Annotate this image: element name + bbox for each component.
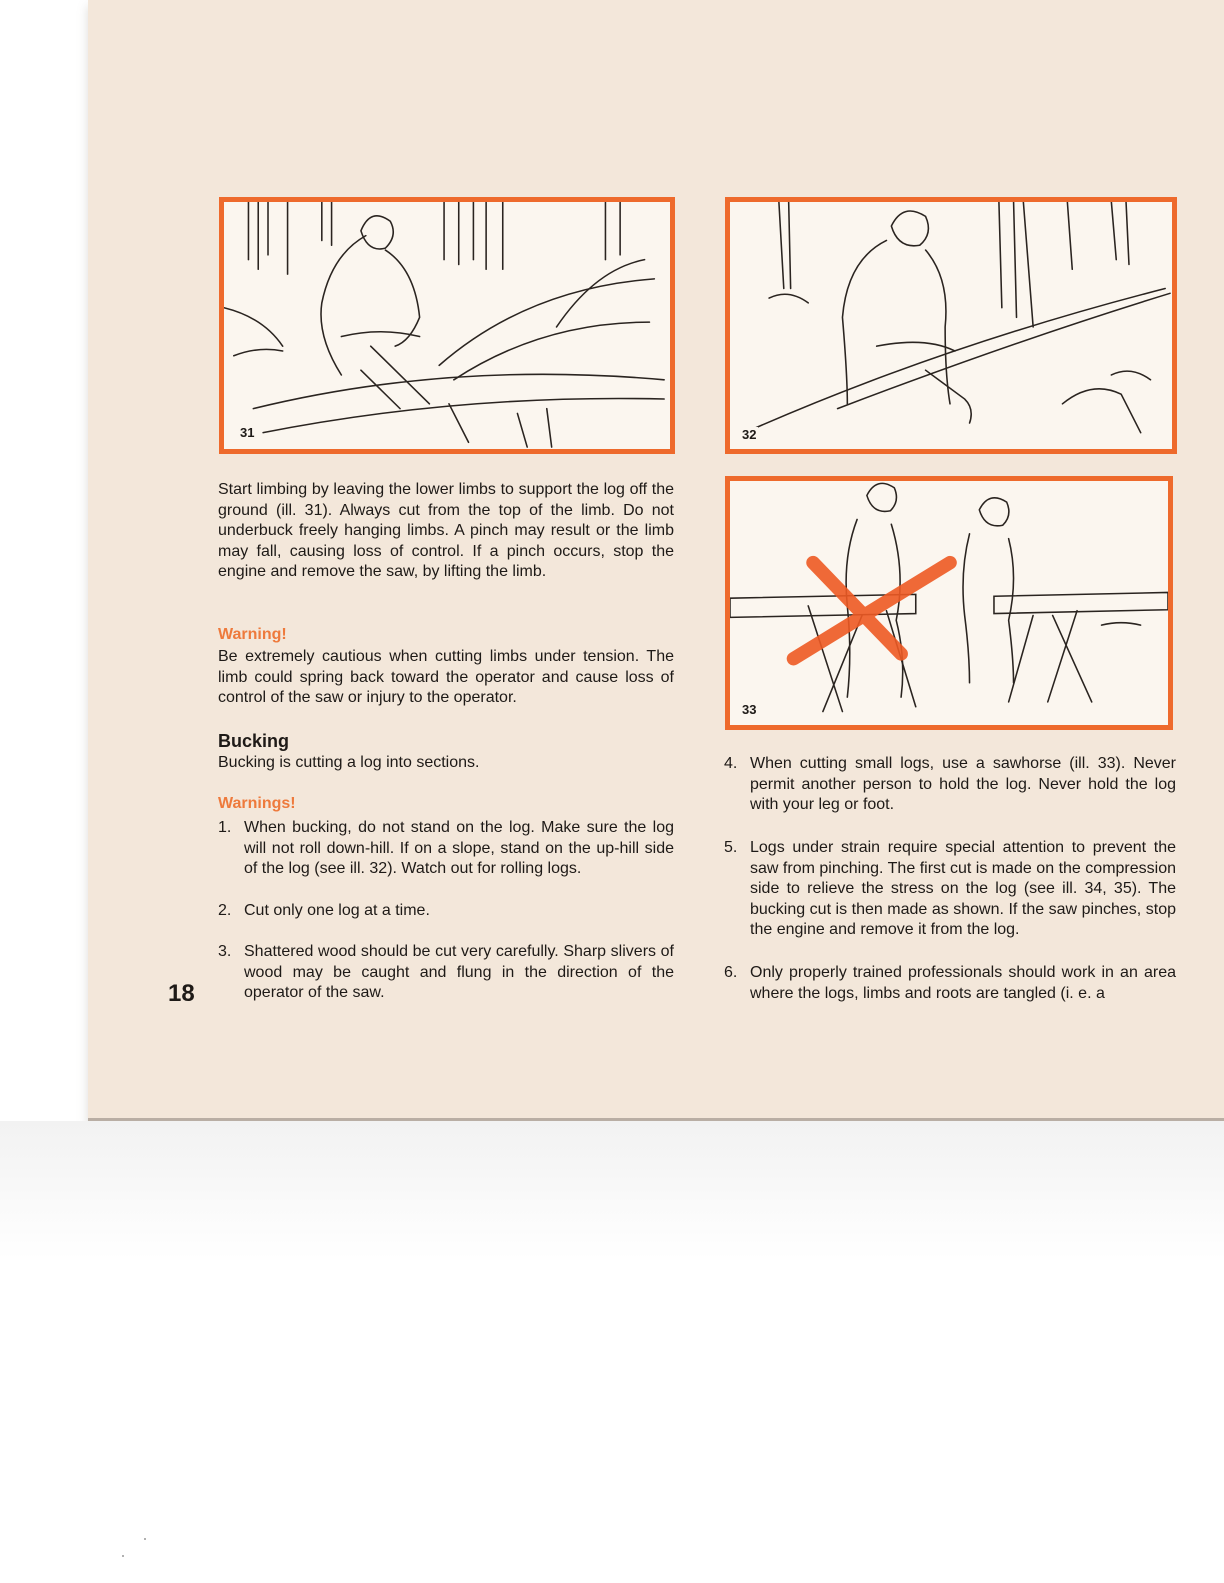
list-item-text: Cut only one log at a time. [244,902,430,919]
warning-heading: Warning! [218,626,287,643]
illustration-number: 33 [742,702,757,717]
list-item-number: 5. [724,839,738,856]
list-item [724,754,1176,816]
illustration-number: 32 [742,427,757,442]
bucking-heading: Bucking [218,731,290,751]
list-item-number: 2. [218,902,232,919]
list-item-text: Shattered wood should be cut very carefully. Sharp slivers of wood may be caught and flung in the direction of the operator of the saw. [244,943,674,1001]
illustration-33 [725,476,1173,730]
list-item [724,963,1176,1004]
list-item-number: 6. [724,964,738,981]
sawhorse-comparison-icon [730,481,1168,725]
warning-paragraph: Be extremely cautious when cutting limbs under tension. The limb could spring back toward the operator and cause loss of control of the saw or injury to the operator. [218,648,674,706]
list-item [218,942,674,1004]
list-item-text: When cutting small logs, use a sawhorse (ill. 33). Never permit another person to hold the log. Never hold the log with your leg or foot. [750,755,1176,813]
list-item [724,838,1176,941]
list-item-text: Only properly trained professionals should work in an area where the logs, limbs and roots are tangled (i. e. a [750,964,1176,1002]
list-item [218,901,674,922]
limbing-intro-paragraph: Start limbing by leaving the lower limbs to support the log off the ground (ill. 31). Always cut from the top of the limb. Do not underbuck freely hanging limbs. A pinch may result or the limb may fall, causing loss of control. If a pinch occurs, stop the engine and remove the saw, by lifting the limb. [218,481,674,580]
scan-speck [122,1555,124,1557]
bucking-definition: Bucking is cutting a log into sections. [218,754,480,771]
bucking-slope-icon [730,202,1172,449]
limbing-chainsaw-icon [224,202,670,449]
illustration-number: 31 [240,425,255,440]
list-item [218,818,674,880]
page-shadow [0,1121,1224,1583]
page-number: 18 [168,980,195,1007]
list-item-number: 3. [218,943,232,960]
list-item-number: 4. [724,755,738,772]
list-item-number: 1. [218,819,232,836]
illustration-32 [725,197,1177,454]
list-item-text: When bucking, do not stand on the log. Make sure the log will not roll down-hill. If on a slope, stand on the up-hill side of the log (see ill. 32). Watch out for rolling logs. [244,819,674,877]
scan-speck [144,1538,146,1540]
warnings-heading: Warnings! [218,795,296,812]
illustration-31 [219,197,675,454]
list-item-text: Logs under strain require special attention to prevent the saw from pinching. The first cut is made on the compression side to relieve the stress on the log (see ill. 34, 35). The bucking cut is then made as shown. If the saw pinches, stop the engine and remove it from the log. [750,839,1176,938]
